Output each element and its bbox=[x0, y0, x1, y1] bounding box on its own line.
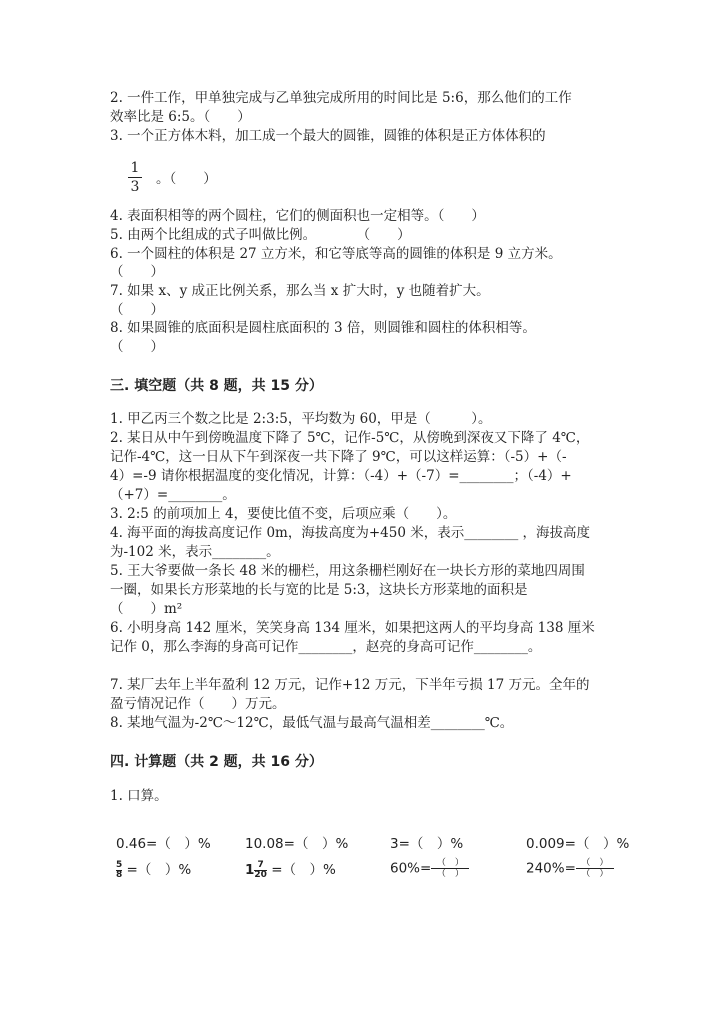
calc-item-mixed-1-7-20 bbox=[245, 858, 336, 880]
fill-q6-line2: 记作 0，那么李海的身高可记作________，赵亮的身高可记作________。 bbox=[110, 639, 542, 655]
judge-q8-line1: 8. 如果圆锥的底面积是圆柱底面积的 3 倍，则圆锥和圆柱的体积相等。 bbox=[110, 320, 536, 336]
judge-q3-line1: 3. 一个正方体木料，加工成一个最大的圆锥，圆锥的体积是正方体体积的 bbox=[110, 128, 546, 144]
calc-expression: 240%= bbox=[526, 860, 576, 877]
calc-answer-blank[interactable]: =（ ）% bbox=[122, 862, 192, 878]
fill-q5-line2: 一圈，如果长方形菜地的长与宽的比是 5:3，这块长方形菜地的面积是 bbox=[110, 582, 528, 598]
calc-answer-blank[interactable]: =（ ）% bbox=[266, 862, 336, 878]
fraction-denominator: 3 bbox=[130, 179, 140, 195]
judge-q6-line1: 6. 一个圆柱的体积是 27 立方米，和它等底等高的圆锥的体积是 9 立方米。 bbox=[110, 246, 562, 262]
judge-q7-answer[interactable]: （ ） bbox=[110, 302, 164, 318]
judge-q6-answer[interactable]: （ ） bbox=[110, 264, 164, 280]
fraction-denominator: 8 bbox=[116, 869, 123, 880]
calc-item-240-percent bbox=[526, 858, 614, 879]
fraction-numerator: （ ） bbox=[581, 858, 609, 868]
fill-q2-line2: 记作-4℃，这一日从下午到深夜一共下降了 9℃，可以这样运算：（-5）+（- bbox=[110, 449, 567, 465]
fraction-denominator: （ ） bbox=[576, 868, 614, 879]
fraction-denominator: 20 bbox=[254, 869, 267, 880]
fraction-numerator: 7 bbox=[257, 859, 264, 870]
fill-q8: 8. 某地气温为-2℃～12℃，最低气温与最高气温相差________℃。 bbox=[110, 715, 514, 731]
fill-q4-line2: 为-102 米，表示________。 bbox=[110, 544, 280, 560]
fill-q3: 3. 2:5 的前项加上 4，要使比值不变，后项应乘（ ）。 bbox=[110, 506, 457, 522]
fill-q7-line2: 盈亏情况记作（ ）万元。 bbox=[110, 696, 286, 712]
calc-expression: 60%= bbox=[390, 860, 432, 877]
fill-q1: 1. 甲乙丙三个数之比是 2:3:5，平均数为 60，甲是（ ）。 bbox=[110, 411, 492, 427]
fill-q2-line1: 2. 某日从中午到傍晚温度下降了 5℃，记作-5℃，从傍晚到深夜又下降了 4℃， bbox=[110, 430, 590, 446]
judge-q2-line2: 效率比是 6:5。（ ） bbox=[110, 109, 251, 125]
calc-q1: 1. 口算。 bbox=[110, 788, 168, 804]
judge-q7-line1: 7. 如果 x、y 成正比例关系，那么当 x 扩大时，y 也随着扩大。 bbox=[110, 283, 490, 299]
fraction-numerator: 1 bbox=[130, 160, 140, 176]
calc-item: 0.46=（ ）% bbox=[116, 836, 211, 852]
calc-item: 10.08=（ ）% bbox=[245, 836, 349, 852]
small-fraction bbox=[254, 861, 267, 880]
judge-q2-line1: 2. 一件工作，甲单独完成与乙单独完成所用的时间比是 5:6，那么他们的工作 bbox=[110, 90, 572, 106]
judge-q8-answer[interactable]: （ ） bbox=[110, 339, 164, 355]
fill-q5-line3: （ ）m² bbox=[110, 601, 183, 617]
calc-item-60-percent bbox=[390, 858, 469, 879]
fill-q5-line1: 5. 王大爷要做一条长 48 米的栅栏，用这条栅栏刚好在一块长方形的菜地四周围 bbox=[110, 563, 585, 579]
judge-q3-fraction bbox=[128, 160, 142, 195]
fill-q7-line1: 7. 某厂去年上半年盈利 12 万元，记作+12 万元，下半年亏损 17 万元。全年的 bbox=[110, 677, 590, 693]
fraction-numerator: （ ） bbox=[436, 858, 464, 868]
mixed-whole: 1 bbox=[245, 862, 255, 878]
judge-q3-answer[interactable]: 。（ ） bbox=[156, 171, 217, 187]
fraction-denominator: （ ） bbox=[431, 868, 469, 879]
calc-heading: 四. 计算题（共 2 题，共 16 分） bbox=[110, 754, 323, 770]
fill-q2-line4: （+7）=________。 bbox=[110, 487, 236, 503]
fill-q6-line1: 6. 小明身高 142 厘米，笑笑身高 134 厘米，如果把这两人的平均身高 138 厘米 bbox=[110, 620, 595, 636]
judge-q5: 5. 由两个比组成的式子叫做比例。 （ ） bbox=[110, 227, 411, 243]
answer-fraction[interactable] bbox=[576, 858, 614, 879]
calc-item: 3=（ ）% bbox=[390, 836, 464, 852]
judge-q4: 4. 表面积相等的两个圆柱，它们的侧面积也一定相等。（ ） bbox=[110, 208, 485, 224]
fill-q4-line1: 4. 海平面的海拔高度记作 0m，海拔高度为+450 米，表示________ ，海拔高度 bbox=[110, 525, 591, 541]
calc-item: 0.009=（ ）% bbox=[526, 836, 630, 852]
calc-item-fraction-5-8 bbox=[116, 858, 191, 880]
answer-fraction[interactable] bbox=[431, 858, 469, 879]
fill-q2-line3: 4）=-9 请你根据温度的变化情况，计算：（-4）+（-7）=________；（-4）+ bbox=[110, 468, 572, 484]
fraction-numerator: 5 bbox=[116, 859, 123, 870]
fraction-bar bbox=[128, 177, 142, 178]
fill-heading: 三. 填空题（共 8 题，共 15 分） bbox=[110, 378, 323, 394]
